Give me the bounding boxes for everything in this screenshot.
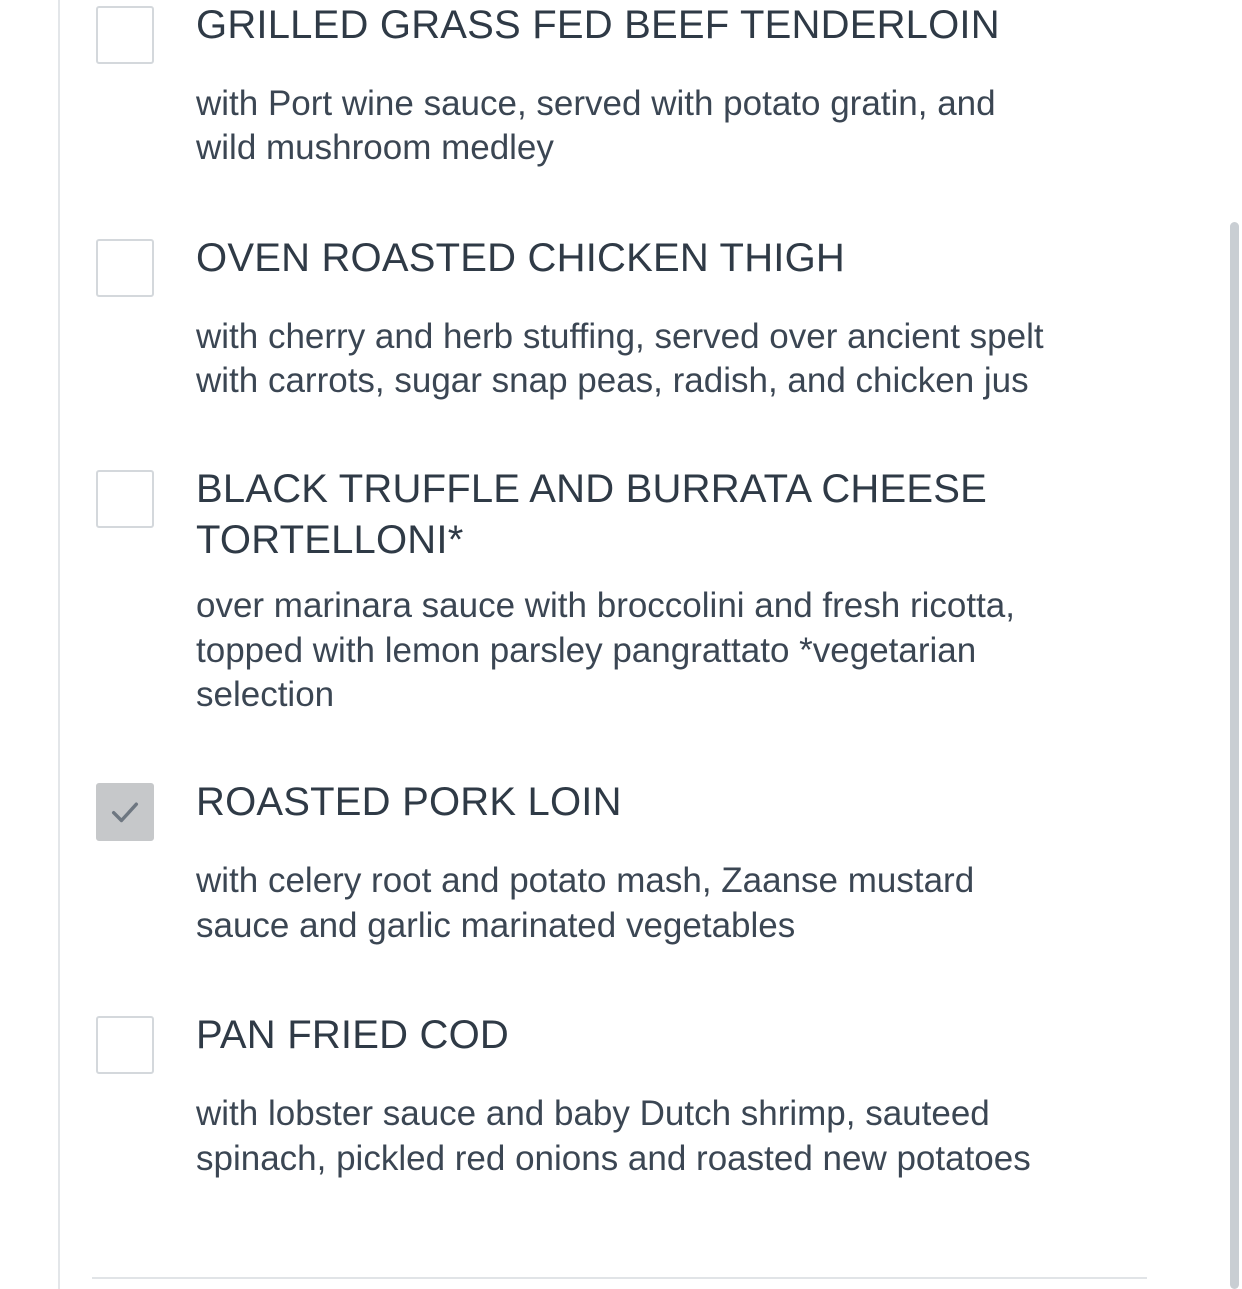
option-row — [60, 1010, 1060, 1074]
option-title: ROASTED PORK LOIN — [196, 780, 622, 825]
option-row — [60, 777, 1060, 841]
option-description: over marinara sauce with broccolini and fresh ricotta, topped with lemon parsley pangrattato *vegetarian selection — [196, 586, 1015, 714]
spacer — [60, 171, 1060, 233]
list-item — [60, 233, 1060, 404]
spacer — [60, 717, 1060, 777]
list-item — [60, 0, 1060, 171]
option-description: with cherry and herb stuffing, served over ancient spelt with carrots, sugar snap peas, radish, and chicken jus — [196, 316, 1044, 401]
option-row — [60, 233, 1060, 297]
checkbox-pan-fried-cod[interactable] — [96, 1016, 154, 1074]
checkbox-grilled-grass-fed-beef-tenderloin[interactable] — [96, 6, 154, 64]
spacer — [60, 948, 1060, 1010]
option-row — [60, 0, 1060, 64]
checkbox-oven-roasted-chicken-thigh[interactable] — [96, 239, 154, 297]
spacer — [60, 404, 1060, 464]
entree-options-list — [60, 0, 1060, 1181]
option-title: GRILLED GRASS FED BEEF TENDERLOIN — [196, 3, 1000, 47]
checkbox-black-truffle-and-burrata-cheese-tortelloni[interactable] — [96, 470, 154, 528]
divider — [92, 1277, 1147, 1279]
list-item — [60, 1010, 1060, 1181]
list-item — [60, 777, 1060, 948]
scrollbar-thumb[interactable] — [1230, 222, 1239, 1289]
checkbox-roasted-pork-loin[interactable] — [96, 783, 154, 841]
page-scrollbar[interactable] — [1226, 0, 1242, 1289]
option-title: BLACK TRUFFLE AND BURRATA CHEESE TORTELLONI* — [196, 466, 988, 562]
option-description: with celery root and potato mash, Zaanse mustard sauce and garlic marinated vegetables — [196, 861, 975, 945]
list-item — [60, 464, 1060, 718]
option-title: OVEN ROASTED CHICKEN THIGH — [196, 235, 845, 280]
check-icon — [108, 795, 142, 829]
option-description: with lobster sauce and baby Dutch shrimp, sauteed spinach, pickled red onions and roasted new potatoes — [196, 1094, 1031, 1178]
option-row — [60, 464, 1060, 566]
menu-selection-panel — [58, 0, 1178, 1289]
option-description: with Port wine sauce, served with potato gratin, and wild mushroom medley — [196, 84, 996, 168]
option-title: PAN FRIED COD — [196, 1013, 509, 1058]
